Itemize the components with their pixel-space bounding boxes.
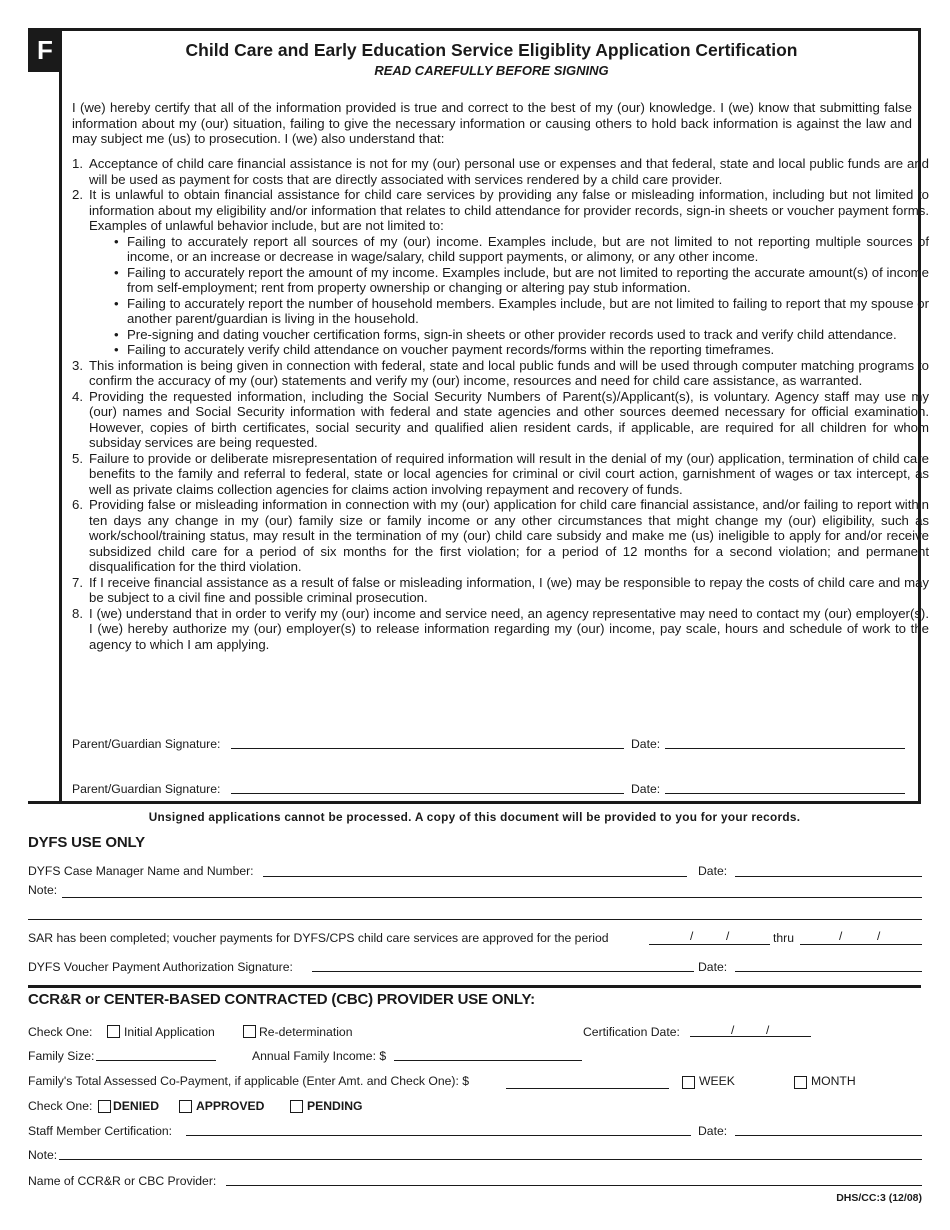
bullet-item: • Failing to accurately report the amount of my income. Examples include, but are not limited to reporting the accurate amount(s) of income from self-employment; rent from property ownership or changing or altering pay stub information. (127, 265, 929, 296)
week-checkbox[interactable] (682, 1076, 695, 1089)
approved-label: APPROVED (196, 1099, 265, 1113)
term-item (72, 574, 929, 606)
date-separator: / (839, 929, 843, 943)
provider-date-line[interactable] (735, 1135, 922, 1136)
certification-date-label: Certification Date: (583, 1025, 680, 1039)
initial-application-checkbox[interactable] (107, 1025, 120, 1038)
dyfs-note-line-2[interactable] (28, 919, 922, 920)
term-item (72, 450, 929, 498)
date-separator: / (877, 929, 881, 943)
term-text: Providing the requested information, including the Social Security Numbers of Parent(s)/Applicant(s), is voluntary. Agency staff may use my (our) names and Social Security information with federal and state agencies and other sources deemed necessary for official examination. However, copies of birth certificates, social security and qualified alien resident cards, if applicable, are required for all children for whom subsiday services are being requested. (89, 388, 929, 450)
denied-label: DENIED (113, 1099, 160, 1113)
term-text: It is unlawful to obtain financial assistance for child care services by providing any false or misleading information, including but not limited to information about my eligibility and/or information that relates to child attendance for provider records, sign-in sheets or voucher payment forms. Examples of unlawful behavior include, but are not limited to: (89, 187, 929, 233)
copay-amount-line[interactable] (506, 1088, 669, 1089)
copay-label: Family's Total Assessed Co-Payment, if applicable (Enter Amt. and Check One): $ (28, 1074, 470, 1088)
section-tab: F (28, 28, 62, 72)
term-number: 4. (72, 388, 83, 404)
dyfs-note-label: Note: (28, 883, 58, 897)
date-separator: / (766, 1023, 770, 1037)
term-text: I (we) understand that in order to verify my (our) income and service need, an agency representative may need to contact my (our) employer(s). I (we) hereby authorize my (our) employer(s) to release information regarding my (our) income, pay scale, hours and schedule of work to the agency to which I am applying. (89, 605, 929, 652)
provider-note-label: Note: (28, 1148, 58, 1162)
bullet-item: • Pre-signing and dating voucher certification forms, sign-in sheets or other provider records used to track and verify child attendance. (127, 327, 929, 343)
family-size-line[interactable] (96, 1060, 216, 1061)
staff-certification-line[interactable] (186, 1135, 691, 1136)
term-text: Failure to provide or deliberate misrepresentation of required information will result in the denial of my (our) application, termination of child care benefits to the family and referral to federal, state or local agencies for criminal or civil court action, garnishment of wages or tax intercept, as well as private claims collection agencies for claims action involving repayment and recovery of funds. (89, 450, 929, 497)
denied-checkbox[interactable] (98, 1100, 111, 1113)
approved-checkbox[interactable] (179, 1100, 192, 1113)
dyfs-note-line-1[interactable] (62, 897, 922, 898)
terms-list (72, 156, 929, 652)
parent-signature-label-1: Parent/Guardian Signature: (72, 737, 221, 751)
parent-date-line-2[interactable] (665, 793, 905, 794)
term-item (72, 357, 929, 389)
thru-label: thru (773, 931, 795, 945)
annual-income-label: Annual Family Income: $ (252, 1049, 387, 1063)
date-separator: / (690, 929, 694, 943)
form-subtitle: READ CAREFULLY BEFORE SIGNING (374, 63, 609, 78)
week-label: WEEK (699, 1074, 735, 1088)
provider-name-label: Name of CCR&R or CBC Provider: (28, 1174, 217, 1188)
section-divider (28, 985, 921, 988)
term-number: 6. (72, 497, 83, 512)
parent-date-label-1: Date: (631, 737, 661, 751)
date-separator: / (731, 1023, 735, 1037)
term-number: 8. (72, 605, 83, 621)
term-item (72, 388, 929, 451)
term-number: 1. (72, 156, 83, 171)
redetermination-checkbox[interactable] (243, 1025, 256, 1038)
staff-certification-label: Staff Member Certification: (28, 1124, 173, 1138)
check-one-label-2: Check One: (28, 1099, 93, 1113)
case-manager-line[interactable] (263, 876, 687, 877)
provider-name-line[interactable] (226, 1185, 922, 1186)
bullet-item: • Failing to accurately verify child attendance on voucher payment records/forms within the reporting timeframes. (127, 342, 929, 358)
term-item (72, 187, 929, 358)
term-text: If I receive financial assistance as a result of false or misleading information, I (we) may be responsible to repay the costs of child care and may be subject to a civil fine and possible criminal prosecution. (89, 574, 929, 605)
frame-left-bar (28, 28, 62, 804)
term-item (72, 156, 929, 187)
term-number: 3. (72, 357, 83, 373)
form-title: Child Care and Early Education Service Eligiblity Application Certification (185, 40, 798, 60)
form-number: DHS/CC:3 (12/08) (836, 1192, 922, 1204)
parent-date-line-1[interactable] (665, 748, 905, 749)
parent-date-label-2: Date: (631, 782, 661, 796)
term-text: Providing false or misleading information in connection with my (our) application for child care financial assistance, and/or failing to report within ten days any change in my (our) family size or family income or any other circumstances that might change my (our) eligibility, such as work/school/training status, may result in the termination of my (our) child care subsidy and make me (us) ineligible to apply for and/or receive subsidized child care for a period of six months for the first violation; for a period of 12 months for a second violation; and permanent disqualification for the third violation. (89, 497, 929, 574)
certification-date-line[interactable] (690, 1036, 811, 1037)
term-text: Acceptance of child care financial assistance is not for my (our) personal use or expenses and that federal, state and local public funds are and will be used as payment for costs that are directly associated with services rendered by a child care provider. (89, 156, 929, 187)
pending-checkbox[interactable] (290, 1100, 303, 1113)
bullet-item: • Failing to accurately report all sources of my (our) income. Examples include, but are not limited to not reporting multiple sources of income, or an increase or decrease in wage/salary, child support payments, or alimony, or any other income. (127, 234, 929, 265)
dyfs-date-label-1: Date: (698, 864, 728, 878)
provider-date-label: Date: (698, 1124, 728, 1138)
redetermination-label: Re-determination (259, 1025, 353, 1039)
bullet-item: • Failing to accurately report the number of household members. Examples include, but are not limited to failing to report that my spouse or another parent/guardian is living in the household. (127, 296, 929, 327)
term-number: 5. (72, 450, 83, 466)
intro-paragraph: I (we) hereby certify that all of the information provided is true and correct to the best of my (our) knowledge. I (we) know that submitting false information about my (our) situation, failing to give the necessary information or causing others to hold back information is against the law and may subject me (us) to prosecution. I (we) also understand that: (72, 100, 912, 146)
month-label: MONTH (811, 1074, 856, 1088)
case-manager-label: DYFS Case Manager Name and Number: (28, 864, 254, 878)
term-number: 7. (72, 574, 83, 590)
date-separator: / (726, 929, 730, 943)
dyfs-date-line-1[interactable] (735, 876, 922, 877)
parent-signature-label-2: Parent/Guardian Signature: (72, 782, 221, 796)
term-item (72, 605, 929, 653)
voucher-signature-line[interactable] (312, 971, 694, 972)
annual-income-line[interactable] (394, 1060, 582, 1061)
sar-period-end-line[interactable] (800, 944, 922, 945)
family-size-label: Family Size: (28, 1049, 95, 1063)
provider-note-line[interactable] (59, 1159, 922, 1160)
term-item (72, 497, 929, 575)
term-text: This information is being given in connection with federal, state and local public funds and will be used through computer matching programs to confirm the accuracy of my (our) statements and verify my (our) income, resources and need for child care assistance, as warranted. (89, 357, 929, 388)
unlawful-examples-list (89, 234, 929, 358)
initial-application-label: Initial Application (124, 1025, 215, 1039)
voucher-signature-label: DYFS Voucher Payment Authorization Signature: (28, 960, 293, 974)
pending-label: PENDING (307, 1099, 363, 1113)
dyfs-date-label-2: Date: (698, 960, 728, 974)
dyfs-heading: DYFS USE ONLY (28, 834, 145, 851)
parent-signature-line-1[interactable] (231, 748, 624, 749)
sar-period-start-line[interactable] (649, 944, 770, 945)
parent-signature-line-2[interactable] (231, 793, 624, 794)
dyfs-date-line-2[interactable] (735, 971, 922, 972)
check-one-label-1: Check One: (28, 1025, 93, 1039)
month-checkbox[interactable] (794, 1076, 807, 1089)
unsigned-notice: Unsigned applications cannot be processed. A copy of this document will be provided to you for your records. (148, 810, 801, 824)
provider-heading: CCR&R or CENTER-BASED CONTRACTED (CBC) PROVIDER USE ONLY: (28, 991, 535, 1008)
sar-label: SAR has been completed; voucher payments for DYFS/CPS child care services are approved for the period (28, 931, 609, 945)
term-number: 2. (72, 187, 83, 202)
